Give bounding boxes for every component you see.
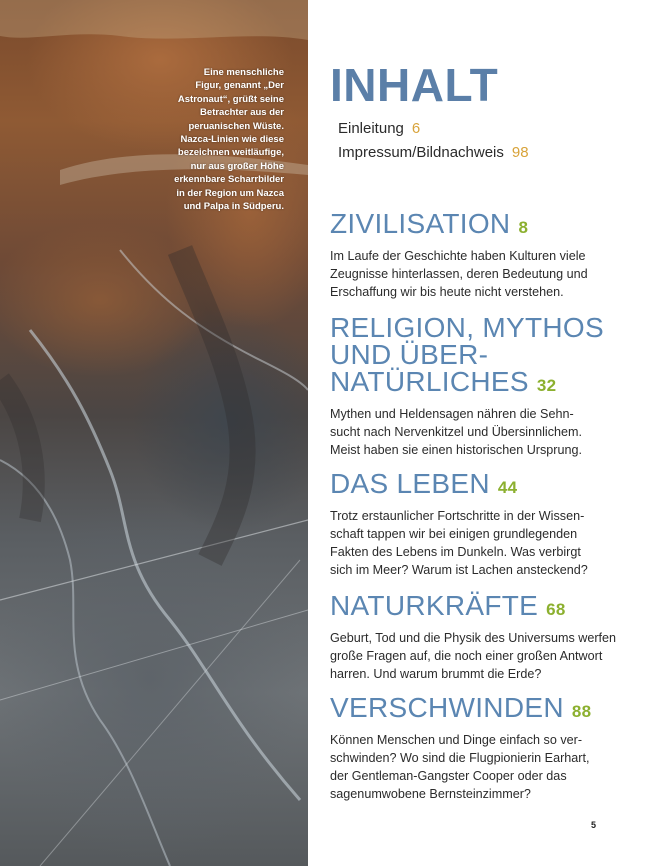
description-line: Im Laufe der Geschichte haben Kulturen viele [330,249,586,263]
section-page-number: 44 [497,478,518,497]
section-description [330,507,630,579]
description-line: Können Menschen und Dinge einfach so ver- [330,733,583,747]
description-line: harren. Und warum brummt die Erde? [330,667,542,681]
toc-section-naturkraefte[interactable] [330,592,630,683]
section-title [330,314,630,399]
toc-entry-label: Einleitung [338,120,404,137]
section-title-line: UND ÜBER- [330,339,489,370]
section-title-line: DAS LEBEN [330,468,490,499]
description-line: große Fragen auf, die noch einer großen Antwort [330,649,603,663]
description-line: der Gentleman-Gangster Cooper oder das [330,769,567,783]
section-title [330,210,630,241]
description-line: schwinden? Wo sind die Flugpionierin Earhart, [330,751,590,765]
section-title-line: ZIVILISATION [330,208,511,239]
toc-entry-page: 6 [411,120,421,137]
caption-line: Astronaut“, grüßt seine [177,93,284,105]
description-line: sagenumwobene Bernsteinzimmer? [330,787,531,801]
section-page-number: 88 [571,702,592,721]
caption-line: und Palpa in Südperu. [183,201,284,213]
toc-section-zivilisation[interactable] [330,210,630,301]
section-title [330,694,630,725]
toc-entry-page: 98 [511,144,529,161]
caption-line: peruanischen Wüste. [188,120,284,132]
nazca-aerial-photo [0,0,308,866]
section-description [330,629,630,683]
section-page-number: 68 [546,600,566,619]
caption-line: erkennbare Scharrbilder [174,174,284,186]
section-page-number: 32 [536,376,557,395]
photo-caption [44,66,284,213]
toc-section-religion[interactable] [330,314,630,459]
caption-line: bezeichnen weitläufige, [177,147,284,159]
page-number: 5 [591,820,597,830]
section-title-line: NATÜRLICHES [330,366,529,397]
description-line: Fakten des Lebens im Dunkeln. Was verbirgt [330,545,581,559]
caption-line: Eine menschliche [203,67,284,78]
toc-section-das-leben[interactable] [330,470,630,579]
section-title [330,470,630,501]
caption-line: in der Region um Nazca [176,187,284,199]
page-title: INHALT [330,59,499,111]
description-line: sich im Meer? Warum ist Lachen ansteckend? [330,563,588,577]
section-description [330,247,630,301]
section-title-line: VERSCHWINDEN [330,692,564,723]
description-line: Erschaffung wir bis heute nicht verstehen. [330,285,564,299]
description-line: Zeugnisse hinterlassen, deren Bedeutung und [330,267,588,281]
caption-line: Betrachter aus der [200,107,284,119]
toc-entry-impressum[interactable] [338,144,529,162]
section-title [330,592,630,623]
description-line: schaft tappen wir bei einigen grundlegenden [330,527,578,541]
toc-section-verschwinden[interactable] [330,694,630,803]
toc-entry-label: Impressum/Bildnachweis [338,144,504,161]
caption-line: Figur, genannt „Der [195,80,284,92]
section-title-line: RELIGION, MYTHOS [330,312,604,343]
description-line: Trotz erstaunlicher Fortschritte in der Wissen- [330,509,585,523]
description-line: Mythen und Heldensagen nähren die Sehn- [330,407,574,421]
description-line: Meist haben sie einen historischen Ursprung. [330,443,583,457]
section-description [330,731,630,803]
section-page-number: 8 [518,218,529,237]
caption-line: Nazca-Linien wie diese [180,134,284,146]
section-title-line: NATURKRÄFTE [330,590,539,621]
caption-line: nur aus großer Höhe [190,160,284,172]
section-description [330,405,630,459]
description-line: Geburt, Tod und die Physik des Universums werfen [330,631,617,645]
description-line: sucht nach Nervenkitzel und Übersinnlichem. [330,425,582,439]
toc-entry-einleitung[interactable] [338,120,420,138]
